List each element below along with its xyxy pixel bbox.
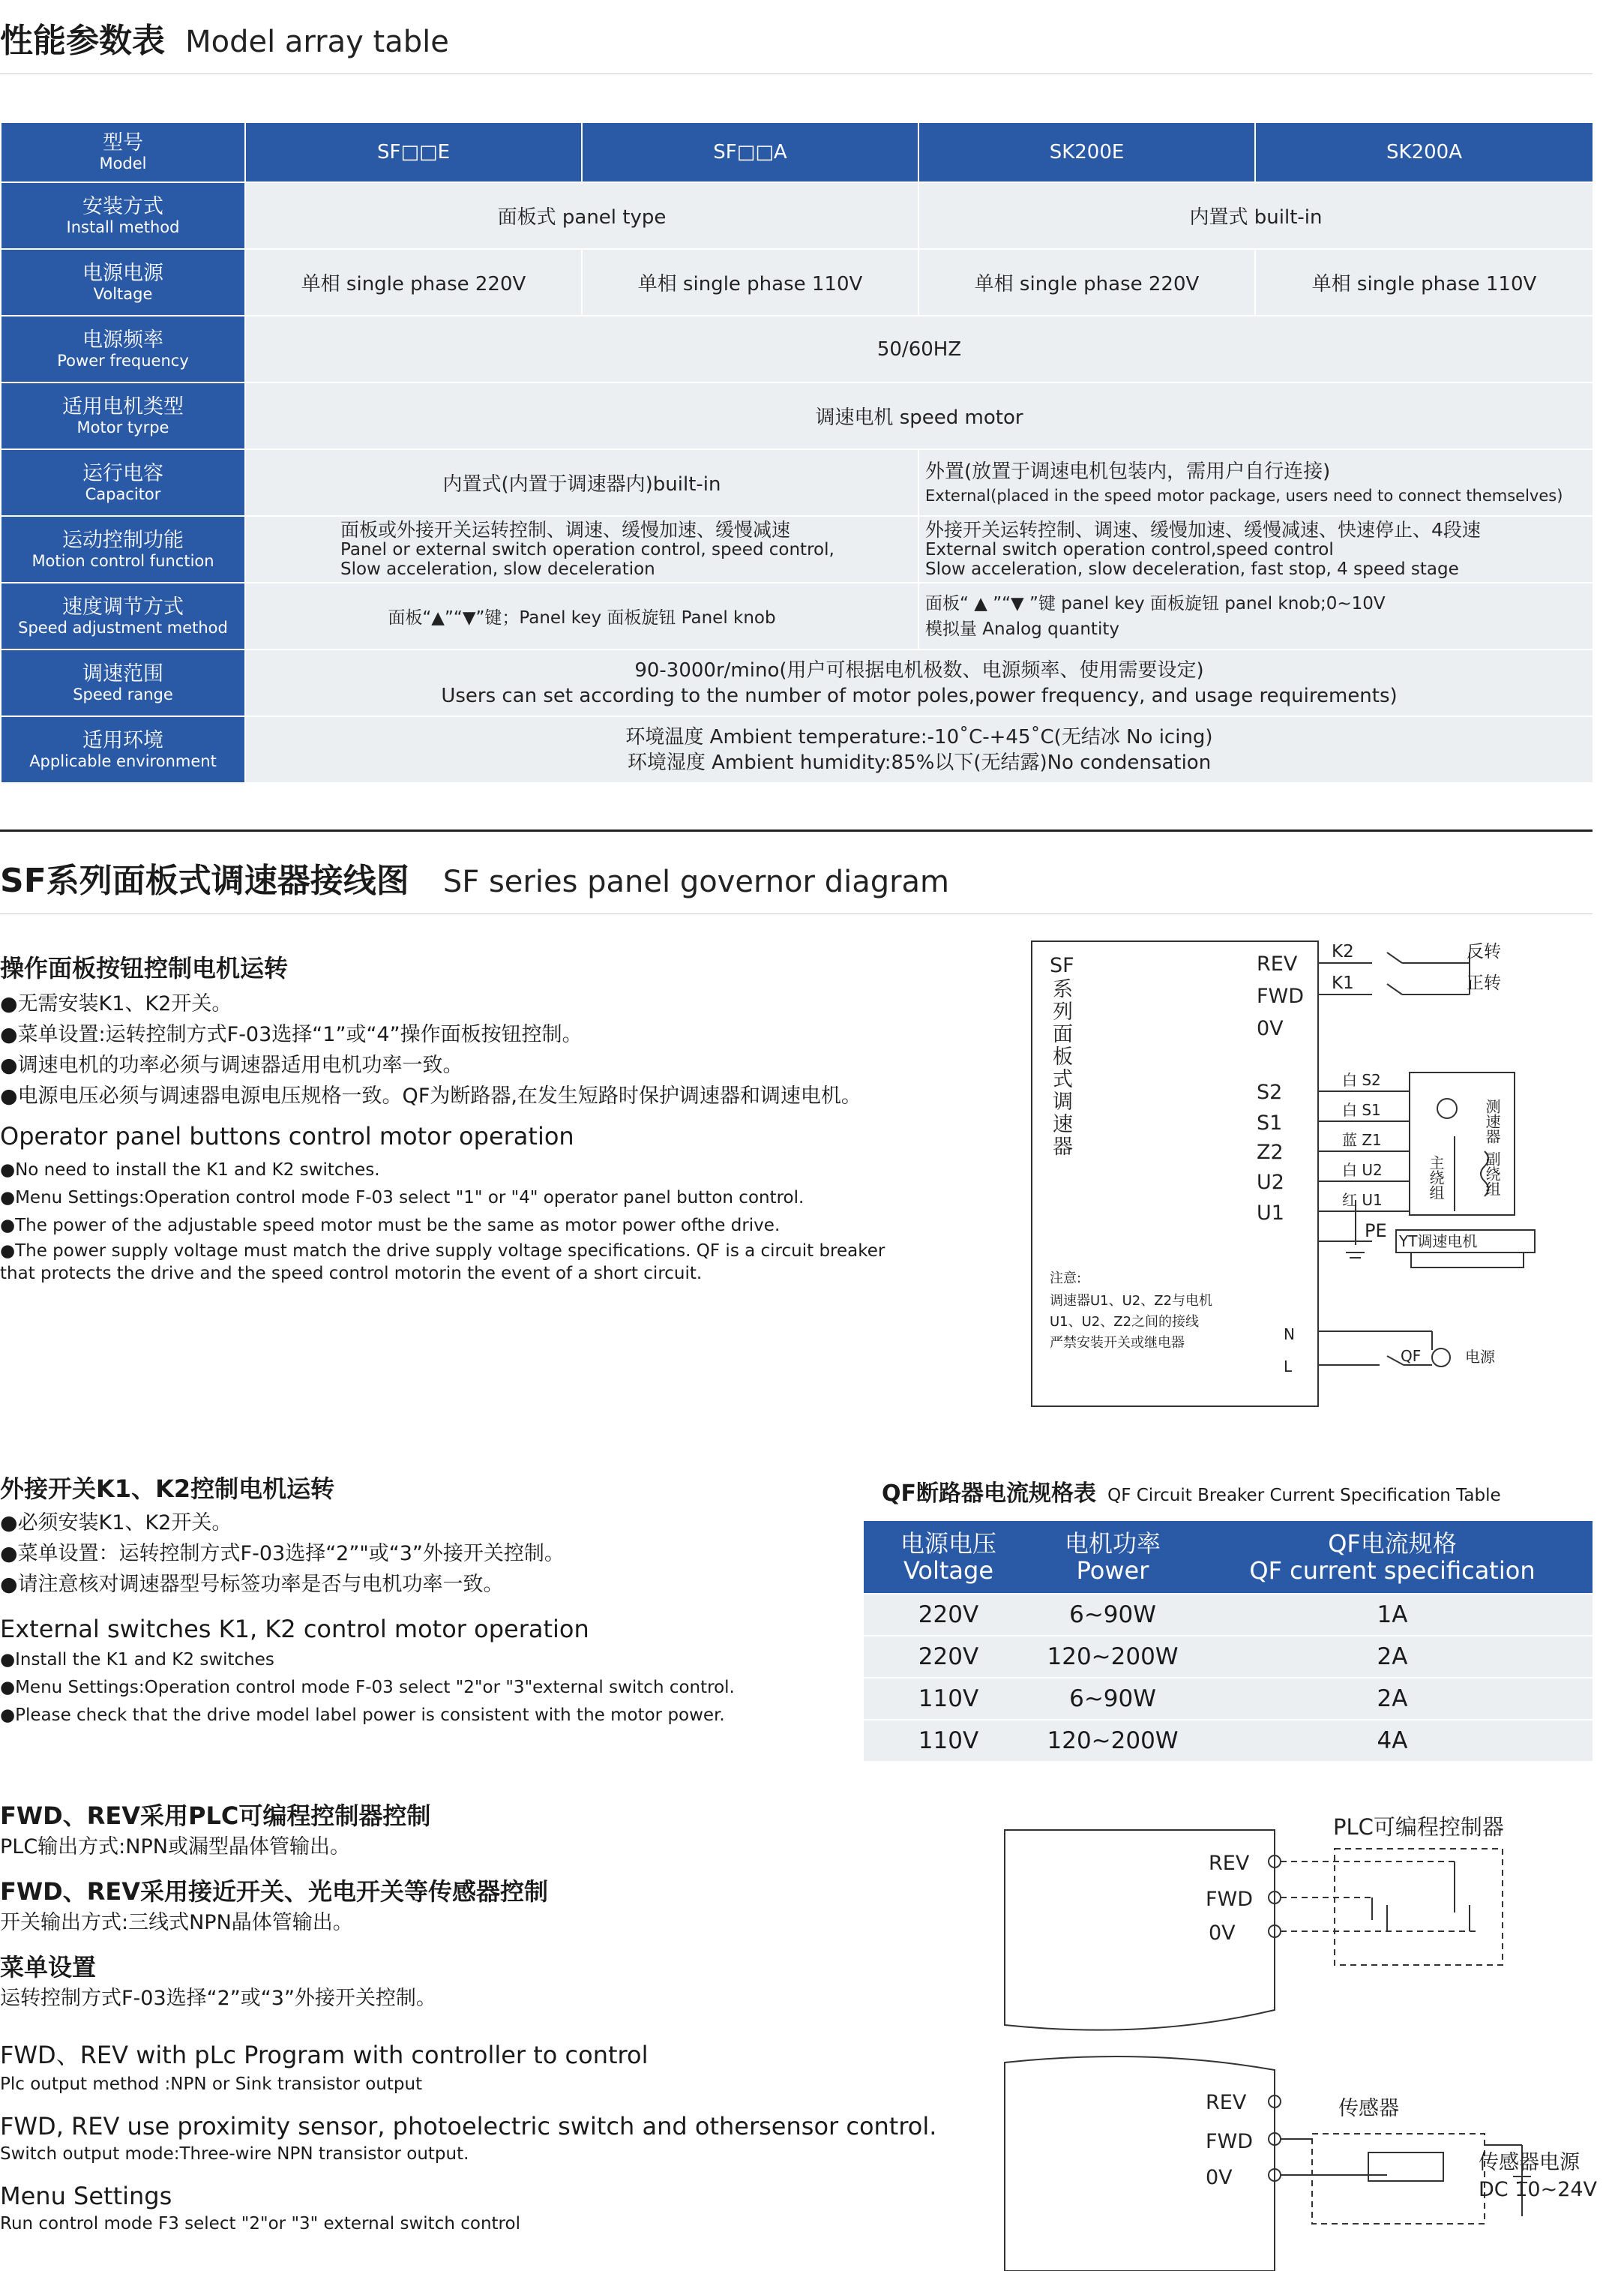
table-row: 调速范围 Speed range 90-3000r/mino(用户可根据电机极数、电源频率、使用需要设定) Users can set according to the number of motor poles,power frequency, and usage requirements) — [1, 650, 1593, 716]
svg-text:REV: REV — [1257, 952, 1298, 976]
svg-text:正转: 正转 — [1467, 974, 1501, 993]
svg-text:QF: QF — [1401, 1347, 1422, 1365]
svg-text:REV: REV — [1206, 2091, 1247, 2114]
svg-text:严禁安装开关或继电器: 严禁安装开关或继电器 — [1050, 1335, 1185, 1351]
svg-text:调速器U1、U2、Z2与电机: 调速器U1、U2、Z2与电机 — [1050, 1293, 1213, 1309]
sensor-diagram — [997, 2048, 1597, 2271]
svg-text:FWD: FWD — [1206, 1888, 1254, 1911]
table-row: 运行电容 Capacitor 内置式(内置于调速器内)built-in 外置(放置于调速电机包装内，需用户自行连接) External(placed in the speed motor package, users need to connect themselves) — [1, 449, 1593, 516]
model-cell: SK200A — [1255, 122, 1593, 182]
svg-text:K2: K2 — [1332, 942, 1354, 962]
svg-text:测速器: 测速器 — [1483, 1099, 1501, 1144]
svg-text:K1: K1 — [1332, 974, 1354, 993]
svg-text:面: 面 — [1053, 1023, 1073, 1046]
table-row: 220V 120~200W 2A — [864, 1636, 1593, 1678]
svg-text:主绕组: 主绕组 — [1427, 1155, 1445, 1200]
svg-text:副绕组: 副绕组 — [1483, 1151, 1501, 1196]
model-cell: SK200E — [918, 122, 1255, 182]
table-row: 安装方式 Install method 面板式 panel type 内置式 built-in — [1, 182, 1593, 249]
table-row: 适用环境 Applicable environment 环境温度 Ambient temperature:-10˚C-+45˚C(无结冰 No icing) 环境湿度 Ambient humidity:85%以下(无结露)No condensation — [1, 716, 1593, 783]
svg-text:S1: S1 — [1257, 1112, 1283, 1135]
plc-text: FWD、REV采用PLC可编程控制器控制 PLC输出方式:NPN或漏型晶体管输出。 FWD、REV采用接近开关、光电开关等传感器控制 开关输出方式:三线式NPN晶体管输出。 菜单设置 运转控制方式F-03选择“2”或“3”外接开关控制。 FWD、REV with pLc Program with controller to control Plc output method :NPN or Sink transistor output FWD, REV use proximity sensor, photoelectric switch and othersensor control. Switch output mode:Three-wire NPN transistor output. Menu Settings Run control mode F3 select "2"or "3" external switch control — [0, 1802, 937, 2234]
table-row: 型号 Model SF□□E SF□□A SK200E SK200A — [1, 122, 1593, 182]
svg-text:白 U2: 白 U2 — [1342, 1161, 1383, 1179]
svg-text:红 U1: 红 U1 — [1342, 1191, 1383, 1209]
svg-text:传感器电源: 传感器电源 — [1479, 2151, 1580, 2174]
table-row: 运动控制功能 Motion control function 面板或外接开关运转控制、调速、缓慢加速、缓慢减速 Panel or external switch operation control, speed control, Slow acceleration, slow deceleration 外接开关运转控制、调速、缓慢加速、缓慢减速、快速停止、4段速 External switch operation control,speed control Slow acceleration, slow deceleration, fast stop, 4 speed stage — [1, 516, 1593, 583]
table-row: 电源频率 Power frequency 50/60HZ — [1, 316, 1593, 382]
qf-table-title: QF断路器电流规格表 QF Circuit Breaker Current Specification Table — [882, 1480, 1501, 1507]
svg-text:调: 调 — [1053, 1090, 1073, 1114]
section-title-cn: 性能参数表 — [0, 22, 165, 60]
svg-text:SF: SF — [1050, 954, 1074, 977]
svg-text:N: N — [1284, 1325, 1295, 1343]
svg-text:板: 板 — [1053, 1046, 1073, 1069]
svg-text:REV: REV — [1209, 1852, 1250, 1875]
svg-text:式: 式 — [1053, 1068, 1073, 1091]
table-row: 110V 6~90W 2A — [864, 1678, 1593, 1720]
svg-text:注意:: 注意: — [1050, 1270, 1082, 1286]
table-row: 110V 120~200W 4A — [864, 1720, 1593, 1762]
svg-text:0V: 0V — [1206, 2166, 1233, 2189]
svg-text:PE: PE — [1365, 1220, 1387, 1241]
svg-text:蓝 Z1: 蓝 Z1 — [1342, 1131, 1382, 1149]
svg-text:器: 器 — [1053, 1136, 1073, 1159]
wiring-diagram — [1027, 930, 1597, 1410]
section-title — [0, 14, 449, 62]
svg-text:U1: U1 — [1257, 1202, 1284, 1225]
svg-text:传感器: 传感器 — [1338, 2097, 1399, 2120]
svg-text:白 S2: 白 S2 — [1342, 1071, 1381, 1089]
op-panel-text: 操作面板按钮控制电机运转 ●无需安装K1、K2开关。 ●菜单设置:运转控制方式F-03选择“1”或“4”操作面板按钮控制。 ●调速电机的功率必须与调速器适用电机功率一致。 ●电源电压必须与调速器电源电压规格一致。QF为断路器,在发生短路时保护调速器和调速电机。 Operator panel buttons control motor operation ●No need to install the K1 and K2 switches. ●Menu Settings:Operation control mode F-03 select "1" or "4" operator panel button control. ●The power of the adjustable speed motor must be the same as motor power ofthe drive. ●The power supply voltage must match the drive supply voltage specifications. QF is a circuit breaker that protects the drive and the speed control motorin the event of a short circuit. — [0, 954, 885, 1283]
svg-text:U1、U2、Z2之间的接线: U1、U2、Z2之间的接线 — [1050, 1314, 1200, 1330]
svg-text:S2: S2 — [1257, 1081, 1283, 1104]
svg-text:FWD: FWD — [1206, 2130, 1254, 2153]
svg-text:FWD: FWD — [1257, 985, 1305, 1008]
table-row: 电源电压 Voltage 电机功率 Power QF电流规格 QF current specification — [864, 1521, 1593, 1594]
section-title-en: Model array table — [185, 25, 449, 59]
svg-text:0V: 0V — [1257, 1017, 1284, 1040]
table-row: 220V 6~90W 1A — [864, 1594, 1593, 1636]
qf-table — [864, 1521, 1593, 1762]
table-row: 电源电源 Voltage 单相 single phase 220V 单相 single phase 110V 单相 single phase 220V 单相 single phase 110V — [1, 249, 1593, 316]
svg-text:系: 系 — [1053, 978, 1073, 1001]
ext-switch-text: 外接开关K1、K2控制电机运转 ●必须安装K1、K2开关。 ●菜单设置：运转控制方式F-03选择“2”"或“3”外接开关控制。 ●请注意核对调速器型号标签功率是否与电机功率一致。 External switches K1, K2 control motor operation ●Install the K1 and K2 switches ●Menu Settings:Operation control mode F-03 select "2"or "3"external switch control. ●Please check that the drive model label power is consistent with the motor power. — [0, 1474, 735, 1725]
svg-text:白 S1: 白 S1 — [1342, 1101, 1381, 1119]
svg-text:DC 10~24V: DC 10~24V — [1479, 2178, 1597, 2201]
model-cell: SF□□E — [245, 122, 582, 182]
svg-text:电源: 电源 — [1465, 1348, 1495, 1366]
divider — [0, 830, 1593, 832]
model-cell: SF□□A — [582, 122, 918, 182]
svg-text:L: L — [1284, 1358, 1293, 1376]
spec-table — [0, 122, 1594, 784]
svg-text:0V: 0V — [1209, 1922, 1236, 1945]
section-title: SF系列面板式调速器接线图 SF series panel governor diagram — [0, 862, 950, 900]
svg-text:PLC可编程控制器: PLC可编程控制器 — [1333, 1814, 1504, 1840]
svg-text:列: 列 — [1053, 1000, 1073, 1024]
svg-text:速: 速 — [1053, 1113, 1073, 1136]
svg-text:U2: U2 — [1257, 1171, 1284, 1194]
svg-text:Z2: Z2 — [1257, 1141, 1284, 1164]
table-row: 适用电机类型 Motor tyrpe 调速电机 speed motor — [1, 382, 1593, 449]
plc-diagram — [997, 1800, 1597, 2040]
svg-text:反转: 反转 — [1467, 942, 1501, 962]
table-row: 速度调节方式 Speed adjustment method 面板“▲”“▼”键；Panel key 面板旋钮 Panel knob 面板“ ▲ ”“▼ ”键 panel key 面板旋钮 panel knob;0~10V 模拟量 Analog quantity — [1, 583, 1593, 650]
svg-text:YT调速电机: YT调速电机 — [1399, 1232, 1478, 1250]
